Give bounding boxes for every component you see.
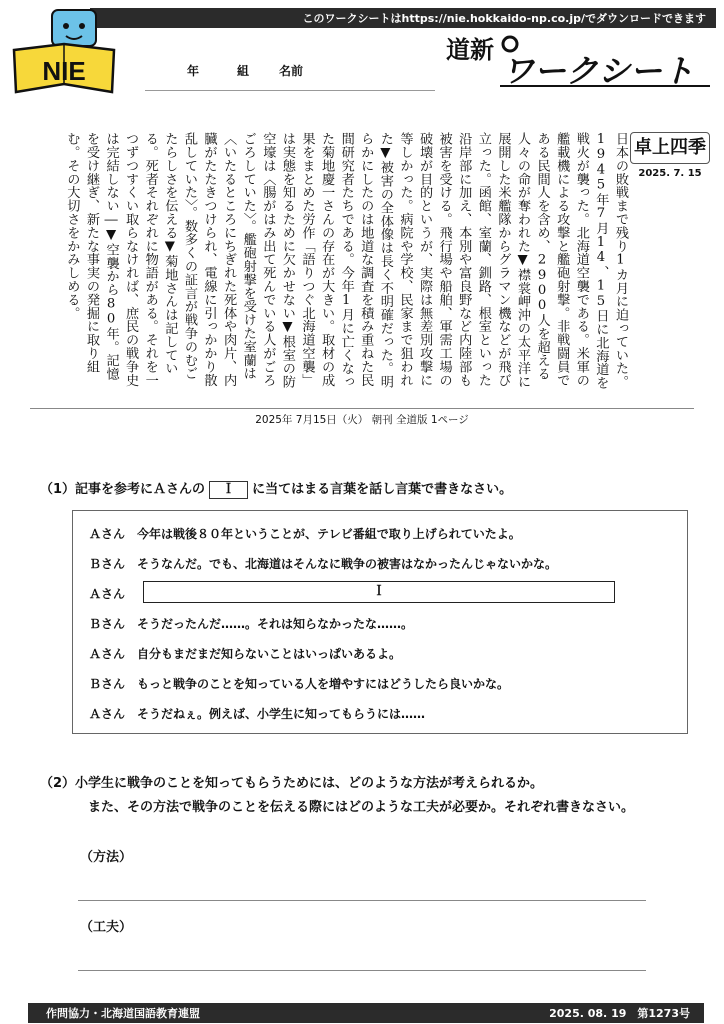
speaker: Ａさん [89,587,126,601]
question-1-blank: Ｉ [209,481,248,499]
brand-large: ワークシート [502,52,695,90]
dialog-line [89,585,137,602]
answer-box-i[interactable]: Ｉ [143,581,615,603]
question-1-prefix: （1）記事を参考にＡさんの [40,482,206,497]
idea-answer-line[interactable] [78,970,646,971]
brand-small: 道新 [446,35,494,64]
nie-logo [8,4,120,102]
doshin-worksheet-brand [440,30,720,90]
article-body: 日本の敗戦まで残り1カ月に迫っていた。1945年7月14、15日に北海道を戦火が襲った。北海道空襲である。米軍の艦載機による攻撃と艦砲射撃。非戦闘員である民間人を含め、2900人を超える人々の命が奪われた▼襟裳岬沖の太平洋に展開した米艦隊からグラマン機などが飛び立った。函館、室蘭、釧路、根室といった沿岸部に加え、本別や富良野など内陸部も被害を受ける。飛行場や船舶、軍需工場の破壊が目的というが、実際は無差別攻撃に等しかった。病院や学校、民家まで狙われた▼被害の全体像は長く不明確だった。明らかにしたのは地道な調査を積み重ねた民間研究者たちである。今年1月に亡くなった菊地慶一さんの存在が大きい。取材の成果をまとめた労作「語りつぐ北海道空襲」は実態を知るために欠かせない▼根室の防空壕は〈腸がはみ出て死んでいる人がごろごろしていた〉。艦砲射撃を受けた室蘭は〈いたるところにちぎれた死体や肉片、内臓がたたきつけられ、電線に引っかかり散乱していた〉。数多くの証言が戦争のむごたらしさを伝える▼菊地さんは記している。死者それぞれに物語がある。それを一つずつすくい取らなければ、庶民の戦争史は完結しない―▼空襲から80年。記憶を受け継ぎ、新たな事実の発掘に取り組む。その大切さをかみしめる。 [64,132,628,390]
dialog-text: 自分もまだまだ知らないことはいっぱいあるよ。 [137,647,402,661]
speaker: Ａさん [89,647,126,661]
dialog-text: もっと戦争のことを知っている人を増やすにはどうしたら良いかな。 [137,677,510,691]
dialog-line [89,705,425,722]
speaker: Ｂさん [89,557,126,571]
dialog-text: 今年は戦後８０年ということが、テレビ番組で取り上げられていたよ。 [137,527,521,541]
dialog-line [89,555,557,572]
footer-bar [28,1003,704,1023]
article-source: 2025年 7月15日（火） 朝刊 全道版 1ページ [255,414,469,426]
footer-credit: 作問協力・北海道国語教育連盟 [46,1007,200,1020]
dialog-text: そうだったんだ……。それは知らなかったな……。 [137,617,414,631]
dialog-text: そうなんだ。でも、北海道はそんなに戦争の被害はなかったんじゃないかな。 [137,557,558,571]
dialog-text: そうだねぇ。例えば、小学生に知ってもらうには…… [137,707,426,721]
class-label: 組 [237,64,250,78]
year-label: 年 [187,64,200,78]
speaker: Ａさん [89,707,126,721]
question-2-line-1: （2）小学生に戦争のことを知ってもらうためには、どのような方法が考えられるか。 [40,776,544,791]
question-2-line-2: また、その方法で戦争のことを伝える際にはどのような工夫が必要か。それぞれ書きなさい。 [88,800,635,815]
article-date: 2025. 7. 15 [638,168,702,179]
question-1 [40,478,512,499]
method-answer-line[interactable] [78,900,646,901]
article [40,132,706,390]
divider [30,408,694,409]
dialog-box [72,510,688,734]
logo-text: NIE [42,56,86,86]
method-label: （方法） [80,850,133,865]
speaker: Ｂさん [89,617,126,631]
dialog-line [89,675,509,692]
dialog-line [89,645,401,662]
name-row [145,60,435,91]
footer-issue: 2025. 08. 19 第1273号 [549,1007,690,1020]
speaker: Ａさん [89,527,126,541]
speaker: Ｂさん [89,677,126,691]
top-banner [90,8,716,28]
download-notice: このワークシートはhttps://nie.hokkaido-np.co.jp/でダウンロードできます [302,12,706,25]
column-title: 卓上四季 [630,132,710,164]
dialog-line [89,525,521,542]
name-label: 名前 [279,64,304,78]
dialog-line [89,615,413,632]
question-1-suffix: に当てはまる言葉を話し言葉で書きなさい。 [252,482,513,497]
idea-label: （工夫） [80,920,133,935]
